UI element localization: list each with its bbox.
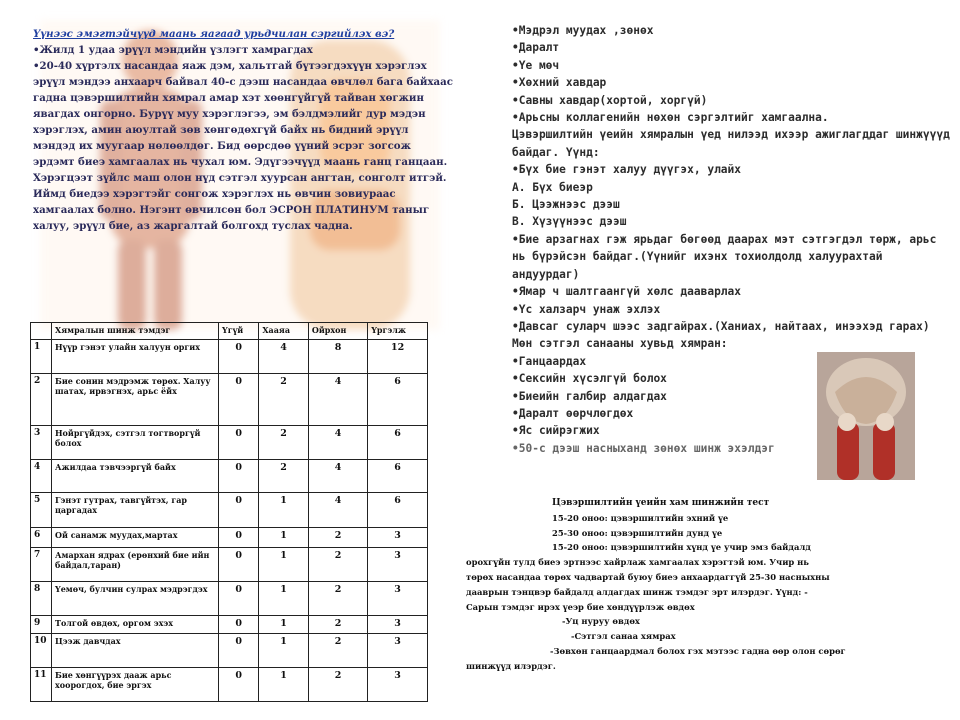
intro-text-block <box>33 26 453 234</box>
test-line: 15-20 оноо: цэвэршилтийн хүнд үе учир эмз байдалд <box>552 542 811 553</box>
table-header-cell: Хааяа <box>259 323 309 340</box>
score-often: 2 <box>308 548 367 582</box>
score-always: 3 <box>368 634 428 668</box>
score-sometimes: 1 <box>259 528 309 548</box>
score-often: 4 <box>308 493 367 528</box>
row-symptom: Ажилдаа тэвчээргүй байх <box>52 460 219 493</box>
score-none: 0 <box>219 548 259 582</box>
table-row <box>31 340 428 374</box>
symptom-score-table <box>30 322 428 702</box>
score-sometimes: 1 <box>259 493 309 528</box>
score-often: 2 <box>308 616 367 634</box>
score-always: 6 <box>368 493 428 528</box>
table-row <box>31 426 428 460</box>
score-none: 0 <box>219 582 259 616</box>
score-often: 2 <box>308 668 367 702</box>
list-item: •Яс сийрэгжих <box>512 424 600 438</box>
table-header-row <box>31 323 428 340</box>
score-sometimes: 4 <box>259 340 309 374</box>
list-item: •Үс халзарч унаж эхлэх <box>512 302 661 316</box>
table-row <box>31 582 428 616</box>
score-none: 0 <box>219 493 259 528</box>
table-row <box>31 460 428 493</box>
list-item: •Бүх бие гэнэт халуу дүүгэх, улайх <box>512 163 742 177</box>
row-symptom: Амархан ядрах (ерөнхий бие ийн байдал,таран) <box>52 548 219 582</box>
row-number: 2 <box>31 374 52 426</box>
row-number: 5 <box>31 493 52 528</box>
row-symptom: Толгой өвдөх, оргом эхэх <box>52 616 219 634</box>
score-always: 6 <box>368 426 428 460</box>
score-sometimes: 1 <box>259 668 309 702</box>
test-line: Сарын тэмдэг ирэх үеэр бие хөндүүрлэж өвдөх <box>466 601 695 612</box>
score-sometimes: 1 <box>259 548 309 582</box>
score-often: 2 <box>308 634 367 668</box>
table-header-cell <box>31 323 52 340</box>
row-symptom: Нойргүйдэх, сэтгэл тогтворгүй болох <box>52 426 219 460</box>
table-row <box>31 374 428 426</box>
score-often: 2 <box>308 582 367 616</box>
list-item: •Биеийн галбир алдагдах <box>512 389 667 403</box>
score-often: 2 <box>308 528 367 548</box>
list-item: •Ямар ч шалтгаангүй хөлс дааварлах <box>512 285 742 299</box>
score-often: 4 <box>308 426 367 460</box>
row-symptom: Нүүр гэнэт улайн халуун оргих <box>52 340 219 374</box>
list-item: В. Хүзүүнээс дээш <box>512 215 627 229</box>
score-often: 4 <box>308 460 367 493</box>
list-item: Мөн сэтгэл санааны хувьд хямран: <box>512 337 728 351</box>
table-header-cell: Үгүй <box>219 323 259 340</box>
test-line: төрөх насандаа төрөх чадвартай буюу биеэ анхаардаггүй 25-30 насныхны <box>466 571 830 582</box>
score-often: 8 <box>308 340 367 374</box>
score-always: 3 <box>368 616 428 634</box>
score-none: 0 <box>219 460 259 493</box>
pelvis-illustration <box>817 352 915 480</box>
row-symptom: Бие сонин мэдрэмж төрөх. Халуу шатах, ирвэгнэх, арьс ёйх <box>52 374 219 426</box>
table-header-cell: Хямралын шинж тэмдэг <box>52 323 219 340</box>
row-number: 6 <box>31 528 52 548</box>
table-row <box>31 634 428 668</box>
test-line: орохгүйн тулд биеэ эртнээс хайрлаж хамгаалах хэрэгтэй юм. Учир нь <box>466 557 809 568</box>
list-item: •Ганцаардах <box>512 354 587 368</box>
list-item: •Бие арзагнах гэж ярьдаг бөгөөд даарах мэт сэтгэгдэл төрж, арьс нь бүрэйсэн байдаг.(Үүнийг ихэнх тохиолдолд халуурахтай андуурдаг) <box>512 232 944 281</box>
list-item: •Арьсны коллагенийн нөхөн сэргэлтийг хамгаална. <box>512 111 829 125</box>
score-always: 3 <box>368 548 428 582</box>
score-always: 3 <box>368 528 428 548</box>
list-item: •Хөхний хавдар <box>512 76 607 90</box>
list-item: •Мэдрэл муудах ,зөнөх <box>512 24 654 37</box>
test-line: -Сэтгэл санаа хямрах <box>571 631 676 642</box>
row-number: 1 <box>31 340 52 374</box>
list-item: •Үе мөч <box>512 58 560 72</box>
row-symptom: Ой санамж муудах,мартах <box>52 528 219 548</box>
row-symptom: Бие хөнгүүрэх дааж арьс хоорогдох, бие эргэх <box>52 668 219 702</box>
row-number: 9 <box>31 616 52 634</box>
test-title: Цэвэршилтийн үеийн хам шинжийн тест <box>552 498 770 508</box>
score-sometimes: 1 <box>259 634 309 668</box>
test-line: дааврын тэнцвэр байдалд алдагдах шинж тэмдэг эрт илэрдэг. Үүнд: - <box>466 586 808 597</box>
score-sometimes: 2 <box>259 374 309 426</box>
score-always: 3 <box>368 668 428 702</box>
list-item: •Даралт өөрчлөгдөх <box>512 406 634 420</box>
score-none: 0 <box>219 426 259 460</box>
score-none: 0 <box>219 340 259 374</box>
table-header-cell: Үргэлж <box>368 323 428 340</box>
table-row <box>31 528 428 548</box>
list-item: Цэвэршилтийн үеийн хямралын үед нилээд ихээр ажиглагддаг шинжүүүд байдаг. Үүнд: <box>512 128 957 159</box>
table-row <box>31 668 428 702</box>
score-none: 0 <box>219 668 259 702</box>
score-always: 6 <box>368 374 428 426</box>
row-number: 8 <box>31 582 52 616</box>
score-often: 4 <box>308 374 367 426</box>
score-sometimes: 1 <box>259 582 309 616</box>
score-sometimes: 2 <box>259 460 309 493</box>
test-line: -Уц нуруу өвдөх <box>562 616 640 627</box>
score-always: 12 <box>368 340 428 374</box>
test-line: 25-30 оноо: цэвэршилтийн дунд үе <box>552 527 723 538</box>
row-symptom: Гэнэт гутрах, тавгүйтэх, гар царгадах <box>52 493 219 528</box>
row-number: 11 <box>31 668 52 702</box>
row-number: 10 <box>31 634 52 668</box>
intro-bullet-checkup: •Жилд 1 удаа эрүүл мэндийн үзлэгт хамрагдах <box>33 44 313 56</box>
table-row <box>31 493 428 528</box>
list-item: А. Бүх биеэр <box>512 180 593 194</box>
list-item: •50-с дээш насныханд зөнөх шинж эхэлдэг <box>512 441 775 455</box>
test-line: 15-20 оноо: цэвэршилтийн эхний үе <box>552 512 729 523</box>
row-number: 7 <box>31 548 52 582</box>
row-symptom: Цээж давчдах <box>52 634 219 668</box>
score-none: 0 <box>219 374 259 426</box>
score-none: 0 <box>219 528 259 548</box>
score-none: 0 <box>219 616 259 634</box>
list-item: •Савны хавдар(хортой, хоргүй) <box>512 93 708 107</box>
score-always: 6 <box>368 460 428 493</box>
score-sometimes: 1 <box>259 616 309 634</box>
list-item: •Давсаг суларч шээс задгайрах.(Ханиах, найтаах, инээхэд гарах) <box>512 319 930 333</box>
menopause-test-block <box>466 496 936 674</box>
test-line: -Зөвхөн ганцаардмал болох гэх мэтээс гадна өөр олон сөрөг <box>550 645 846 656</box>
row-number: 3 <box>31 426 52 460</box>
score-none: 0 <box>219 634 259 668</box>
list-item: •Сексийн хүсэлгүй болох <box>512 372 667 386</box>
table-header-cell: Ойрхон <box>308 323 367 340</box>
row-symptom: Үемөч, булчин сулрах мэдрэгдэх <box>52 582 219 616</box>
test-line: шинжүүд илэрдэг. <box>466 660 556 671</box>
table-row <box>31 548 428 582</box>
table-row <box>31 616 428 634</box>
score-always: 3 <box>368 582 428 616</box>
intro-title: Үүнээс эмэгтэйчүүд маань яагаад урьдчилан сэргийлэх вэ? <box>33 28 395 40</box>
row-number: 4 <box>31 460 52 493</box>
list-item: Б. Цээжнээс дээш <box>512 198 620 212</box>
score-sometimes: 2 <box>259 426 309 460</box>
list-item: •Даралт <box>512 41 560 55</box>
intro-paragraph: •20-40 хүртэлх насандаа яаж дэм, хальтгай бүтээгдэхүүн хэрэглэх эрүүл мэндээ анхаарч байвал 40-с дээш насандаа өвчлөл бага байхаас гадна цэвэршилтийн хямрал амар хэт хөөнгүйгүй тайван хөгжин явагдах онгорно. Бурүү муу хэрэглэгээ, эм бэлдмэлийг дур мэдэн хэрэглэх, амин аюултай зөв хөнгөдөхгүй байх нь бидний эрүүл мэндэд их муугаар нөлөөлдөг. Бид өөрсдөө үүний эсрэг зогсож эрдэмт биеэ хамгаалах нь чухал юм. Эдүгээчүүд маань ганц ганцаан. Хэрэгцээт зүйлс маш олон нүд сэтгэл хуурсан ангтан, сонголт итгэй. Иймд биедээ хэрэгтэйг сонгож хэрэглэх нь өвчин зовиураас хамгаалах болно. Нэгэнт өвчилсөн бол ЭСРОН ПЛАТИНУМ таныг халуу, эрүүл бие, аз жаргалтай болгохд туслах чадна. <box>33 60 453 232</box>
